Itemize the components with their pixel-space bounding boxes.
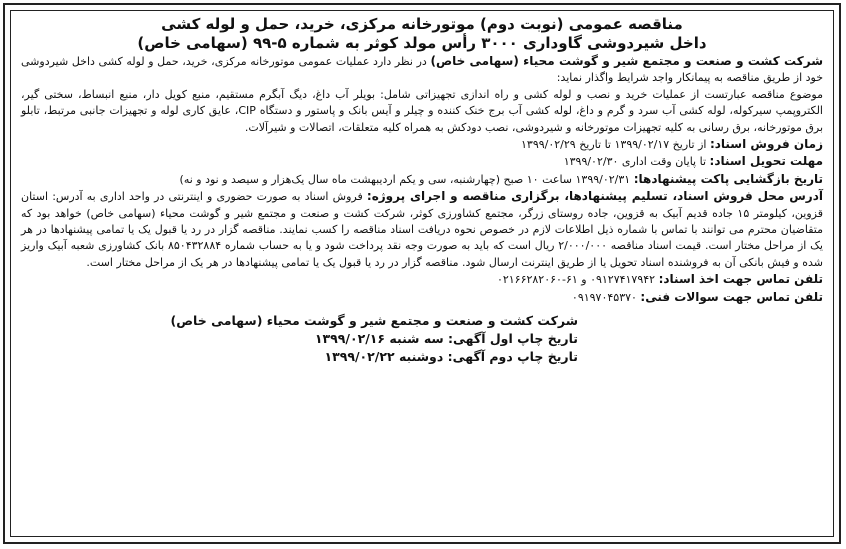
company-name: شرکت کشت و صنعت و مجتمع شیر و گوشت محیاء (سهامی خاص): [430, 54, 823, 68]
signature-block: [21, 312, 578, 366]
second-print-date: تاریخ چاپ دوم آگهی: دوشنبه ۱۳۹۹/۰۲/۲۲: [324, 349, 578, 365]
address-label: آدرس محل فروش اسناد، تسلیم پیشنهادها، برگزاری مناقصه و اجرای پروژه:: [366, 189, 823, 204]
notice-title-line-2: داخل شیردوشی گاوداری ۳۰۰۰ رأس مولد کوثر به شماره ۵-۹۹ (سهامی خاص): [137, 34, 707, 52]
delivery-deadline-value: تا پایان وقت اداری ۱۳۹۹/۰۲/۳۰: [563, 155, 710, 169]
contact-technical-value: ۰۹۱۹۷۰۴۵۳۷۰: [571, 290, 641, 304]
contact-documents-value: ۰۹۱۲۷۴۱۷۹۴۲ و ۶۱-۰۲۱۶۶۲۸۲۰۶۰: [496, 273, 659, 287]
address-value: فروش اسناد به صورت حضوری و اینترنتی در واحد اداری به آدرس: استان قزوین، کیلومتر ۱۵ جاده قدیم آبیک به قزوین، جاده روستای زرگر، مجتمع کشاورزی کوثر، شرکت کشت و صنعت و مجتمع شیر و گوشت محیاء (سهامی خاص) خواهد بود که متقاضیان محترم می توانند با تماس با شماره ذیل اطلاعات لازم در خصوص نحوه دریافت اسناد مناقصه را کسب نمایند. مناقصه گزار در رد یا قبول یک یا تمامی پیشنهادها در هر یک از مراحل مختار است. قیمت اسناد مناقصه ۲/۰۰۰/۰۰۰ ریال است که باید به صورت وجه نقد پرداخت شود و یا به حساب شماره ۸۵۰۴۳۲۸۸۴ بانک کشاورزی شعبه آبیک واریز شده و فیش بانکی آن به فروشنده اسناد تحویل یا از طریق اینترنت ارسال شود. مناقصه گزار در رد یا قبول یک یا تمامی پیشنهادها در هر یک از مراحل مختار است.: [21, 190, 823, 269]
sale-period-label: زمان فروش اسناد:: [709, 137, 823, 152]
sale-period-value: از تاریخ ۱۳۹۹/۰۲/۱۷ تا تاریخ ۱۳۹۹/۰۲/۲۹: [521, 138, 710, 152]
intro-text: در نظر دارد عملیات عمومی موتورخانه مرکزی، خرید، حمل و لوله کشی داخل شیردوشی خود از طریق مناقصه به پیمانکار واجد شرایط واگذار نماید:: [21, 55, 823, 85]
signature-company: شرکت کشت و صنعت و مجتمع شیر و گوشت محیاء (سهامی خاص): [170, 313, 578, 329]
contact-documents-label: تلفن تماس جهت اخذ اسناد:: [658, 272, 823, 287]
notice-title-line-1: مناقصه عمومی (نوبت دوم) موتورخانه مرکزی، خرید، حمل و لوله کشی: [161, 15, 683, 33]
opening-date-line: [21, 171, 823, 188]
subject-paragraph: موضوع مناقصه عبارتست از عملیات خرید و نصب و لوله کشی و راه اندازی تجهیزاتی شامل: بویلر آب داغ، دیگ آبگرم مستقیم، منبع کویل دار، منبع انبساط، سختی گیر، الکتروپمپ سیرکوله، لوله کشی آب سرد و گرم و داغ، لوله کشی آب برج خنک کننده و چیلر و آیس بانک و پاستور و دستگاه CIP، عایق کاری لوله و تجهیزات جانبی مرتبط، تابلو برق موتورخانه، برق رسانی به کلیه تجهیزات موتورخانه و شیردوشی، نصب دودکش به همراه کلیه متعلقات، اتصالات و شیرآلات.: [21, 87, 823, 134]
opening-date-value: ۱۳۹۹/۰۲/۳۱ ساعت ۱۰ صبح (چهارشنبه، سی و یکم اردیبهشت ماه سال یک‌هزار و سیصد و نود و نه): [179, 172, 634, 186]
first-print-date: تاریخ چاپ اول آگهی: سه شنبه ۱۳۹۹/۰۲/۱۶: [314, 331, 578, 347]
intro-paragraph: [21, 53, 823, 87]
delivery-deadline-label: مهلت تحویل اسناد:: [709, 154, 823, 169]
contact-technical-line: [21, 289, 823, 306]
ad-outer-border: [3, 3, 841, 544]
sale-period-line: [21, 136, 823, 153]
contact-technical-label: تلفن تماس جهت سوالات فنی:: [640, 289, 823, 304]
contact-documents-line: [21, 271, 823, 288]
opening-date-label: تاریخ بازگشایی پاکت پیشنهادها:: [633, 171, 823, 186]
address-paragraph: [21, 188, 823, 271]
tender-notice: [10, 10, 834, 537]
delivery-deadline-line: [21, 153, 823, 170]
